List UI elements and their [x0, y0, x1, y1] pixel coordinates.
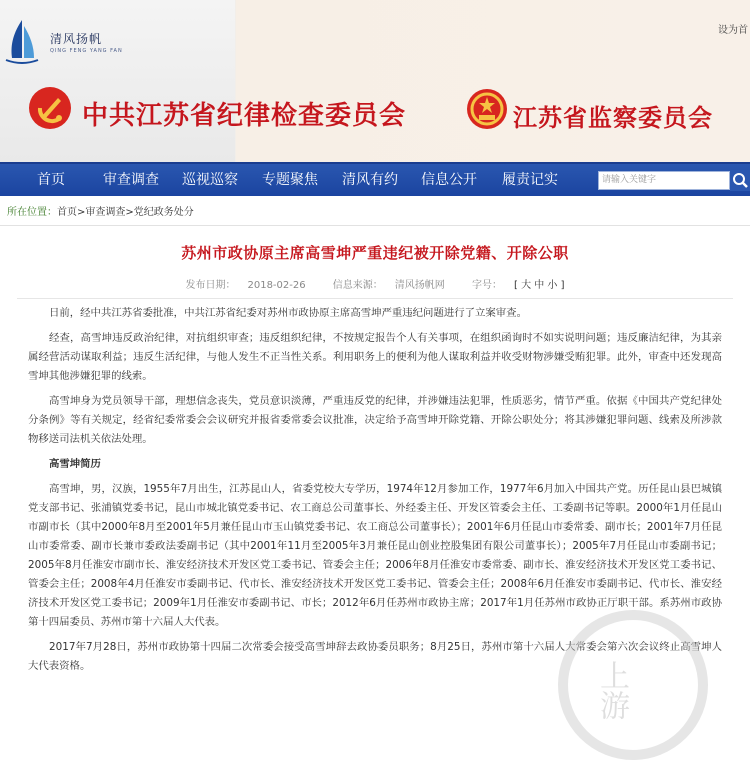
article-meta	[0, 276, 750, 291]
source-value: 清风扬帆网	[394, 280, 445, 291]
header-left-panel	[0, 0, 235, 162]
logo-text: 清风扬帆	[50, 32, 103, 46]
breadcrumb	[7, 203, 194, 218]
breadcrumb-separator: >	[125, 207, 134, 218]
font-size-switcher[interactable]: [ 大 中 小 ]	[513, 280, 565, 291]
breadcrumb-investigation[interactable]: 审查调查	[85, 207, 126, 218]
article-title: 苏州市政协原主席高雪坤严重违纪被开除党籍、开除公职	[181, 244, 569, 262]
set-homepage-link[interactable]: 设为首	[718, 25, 748, 36]
publish-date-label: 发布日期：	[185, 280, 236, 291]
nav-item-home[interactable]: 首页	[37, 172, 65, 188]
article-paragraph: 日前，经中共江苏省委批准，中共江苏省纪委对苏州市政协原主席高雪坤严重违纪问题进行了立案审查。	[49, 307, 527, 319]
watermark-text: 上游	[594, 660, 629, 720]
breadcrumb-label: 所在位置：	[7, 207, 57, 218]
resume-heading: 高雪坤简历	[49, 458, 101, 470]
party-emblem-icon	[28, 86, 72, 130]
breadcrumb-home[interactable]: 首页	[57, 207, 77, 218]
breadcrumb-discipline[interactable]: 党纪政务处分	[133, 207, 194, 218]
party-commission-title: 中共江苏省纪律检查委员会	[82, 101, 407, 131]
divider	[0, 225, 750, 226]
logo-subtext: QING FENG YANG FAN	[50, 48, 123, 54]
national-emblem-icon	[466, 88, 508, 130]
article-paragraph: 2017年7月28日，苏州市政协第十四届二次常委会接受高雪坤辞去政协委员职务；8月25日，苏州市第十六届人大常委会第六次会议终止高雪坤人大代表资格。	[28, 641, 722, 672]
font-size-label: 字号：	[471, 280, 502, 291]
article-paragraph: 高雪坤，男，汉族，1955年7月出生，江苏昆山人，省委党校大专学历，1974年12月参加工作，1977年6月加入中国共产党。历任昆山县巴城镇党支部书记、张浦镇党委书记，昆山市城北镇党委书记、农工商总公司董事长、外经委主任、开发区管委会主任、工委副书记等职。2000年1月任昆山市副市长（其中2000年8月至2001年5月兼任昆山市玉山镇党委书记、农工商总公司董事长）；2001年6月任昆山市委常委、副市长；2001年7月任昆山市委常委、副市长兼市委政法委副书记（其中2001年11月至2005年3月兼任昆山创业控股集团有限公司董事长）；2005年7月任昆山市委副书记；2005年8月任淮安市副市长、淮安经济技术开发区党工委书记、管委会主任；2006年8月任淮安市委常委、副市长、淮安经济技术开发区党工委书记、管委会主任；2008年4月任淮安市委副书记、代市长、淮安经济技术开发区党工委书记、管委会主任；2008年6月任淮安市委副书记、代市长、淮安经济技术开发区党工委书记；2009年1月任淮安市委副书记、市长；2012年6月任苏州市政协主席；2017年1月任苏州市政协正厅职干部。系苏州市政协第十四届委员、苏州市第十六届人大代表。	[28, 483, 722, 628]
nav-item-investigation[interactable]: 审查调查	[103, 172, 159, 188]
publish-date: 2018-02-26	[247, 280, 306, 291]
breadcrumb-separator: >	[77, 207, 86, 218]
nav-item-special-topics[interactable]: 专题聚焦	[262, 172, 318, 188]
nav-item-appointments[interactable]: 清风有约	[342, 172, 398, 188]
search-button[interactable]	[730, 170, 750, 191]
nav-item-duty-records[interactable]: 履责记实	[502, 172, 558, 188]
site-header	[0, 0, 750, 162]
sail-logo-icon	[4, 18, 40, 66]
watermark-ring	[558, 610, 708, 760]
supervisory-commission-title: 江苏省监察委员会	[513, 103, 713, 132]
main-nav	[0, 162, 750, 196]
source-label: 信息来源：	[332, 280, 383, 291]
article-paragraph: 高雪坤身为党员领导干部，理想信念丧失，党员意识淡薄，严重违反党的纪律，并涉嫌违法犯罪，性质恶劣，情节严重。依据《中国共产党纪律处分条例》等有关规定，经省纪委常委会会议研究并报省委常委会议批准，决定给予高雪坤开除党籍、开除公职处分；将其涉嫌犯罪问题、线索及所涉款物移送司法机关依法处理。	[28, 395, 722, 445]
search-icon	[730, 170, 750, 191]
nav-item-info-disclosure[interactable]: 信息公开	[421, 172, 477, 188]
search-input[interactable]: 请输入关键字	[598, 171, 730, 190]
site-logo[interactable]	[4, 18, 124, 68]
article-paragraph: 经查，高雪坤违反政治纪律，对抗组织审查；违反组织纪律，不按规定报告个人有关事项，在组织函询时不如实说明问题；违反廉洁纪律，为其亲属经营活动谋取利益；违反生活纪律，与他人发生不正当性关系。利用职务上的便利为他人谋取利益并收受财物涉嫌受贿犯罪。此外，审查中还发现高雪坤其他涉嫌犯罪的线索。	[28, 332, 722, 382]
divider	[17, 298, 733, 299]
nav-item-inspection[interactable]: 巡视巡察	[182, 172, 238, 188]
